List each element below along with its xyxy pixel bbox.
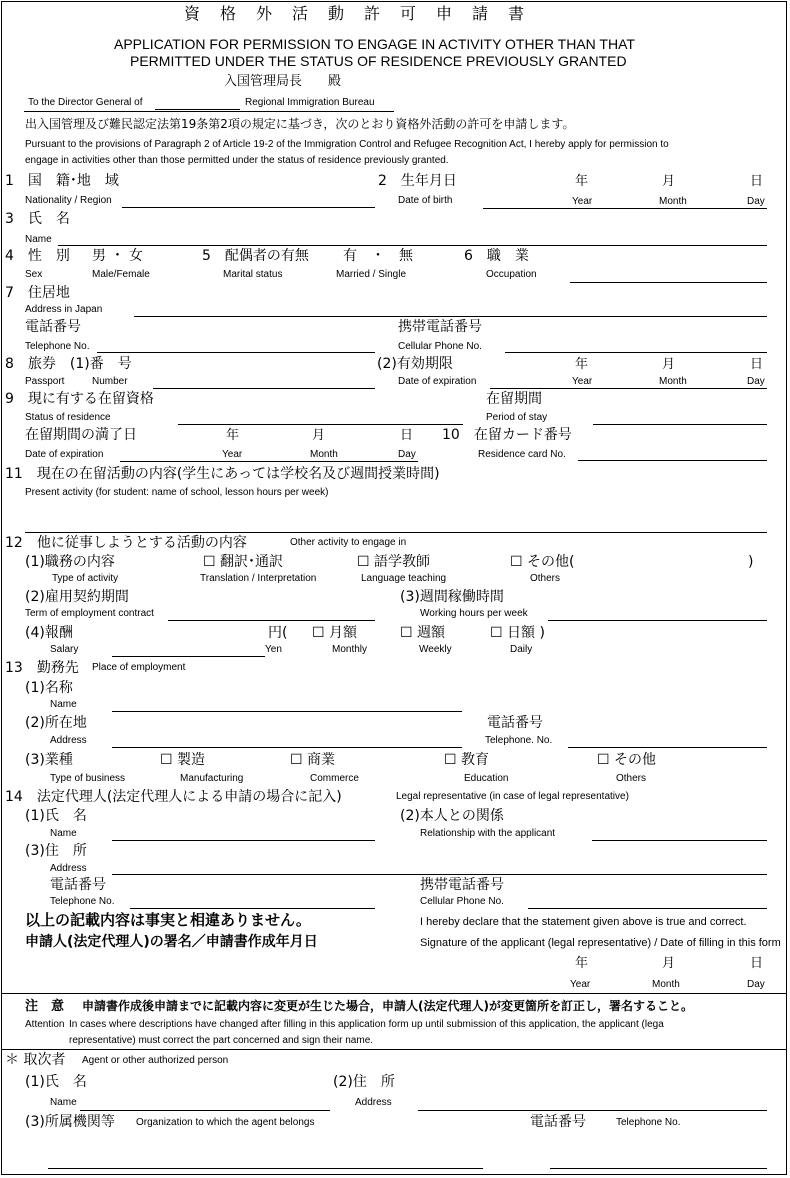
other-activity-label-jp: 12 他に従事しようとする活動の内容: [5, 535, 247, 551]
dob-day-en: Day: [747, 196, 765, 207]
nationality-label-jp: 1 国 籍･地 域: [5, 173, 119, 189]
stay-expiry-field[interactable]: [120, 461, 418, 462]
marital-label-jp: 5 配偶者の有無: [202, 248, 309, 264]
agent-label-en: Agent or other authorized person: [82, 1055, 229, 1066]
addressee-jp: 入国管理局長 殿: [224, 74, 342, 89]
translation-checkbox[interactable]: ☐ 翻訳･通訳: [203, 554, 284, 570]
language-teaching-checkbox[interactable]: ☐ 語学教師: [357, 554, 431, 570]
manufacturing-label-en: Manufacturing: [180, 773, 244, 784]
passport-label-en: Passport: [25, 376, 65, 387]
rep-tel-label-en: Telephone No.: [50, 896, 115, 907]
business-type-label-en: Type of business: [50, 773, 126, 784]
rep-address-field[interactable]: [112, 874, 767, 875]
marital-options-jp[interactable]: 有 ・ 無: [343, 248, 413, 264]
card-label-jp: 10 在留カード番号: [442, 427, 572, 443]
other-business-label-en: Others: [616, 773, 647, 784]
rep-tel-label-jp: 電話番号: [50, 877, 106, 893]
agent-org-label-en: Organization to which the agent belongs: [136, 1117, 315, 1128]
sex-label-en: Sex: [25, 269, 43, 280]
addressee-underline: [24, 111, 394, 112]
language-teaching-label-en: Language teaching: [361, 573, 447, 584]
card-label-en: Residence card No.: [478, 449, 566, 460]
stay-period-label-jp: 在留期間: [486, 391, 542, 407]
rep-address-label-jp: (3)住 所: [25, 843, 87, 859]
dob-year-en: Year: [572, 196, 593, 207]
sexp-year-en: Year: [222, 449, 243, 460]
monthly-label-en: Monthly: [332, 644, 368, 655]
agent-address-label-en: Address: [355, 1097, 392, 1108]
weekly-checkbox[interactable]: ☐ 週額: [400, 625, 446, 641]
legal-rep-label-jp: 14 法定代理人(法定代理人による申請の場合に記入): [5, 789, 342, 805]
notice-separator: [2, 1049, 786, 1050]
daily-checkbox[interactable]: ☐ 日額 ): [490, 625, 545, 641]
business-type-label-jp: (3)業種: [25, 752, 73, 768]
title-en-line2: PERMITTED UNDER THE STATUS OF RESIDENCE PREVIOUSLY GRANTED: [130, 53, 627, 69]
sex-options-en: Male/Female: [92, 269, 150, 280]
dob-label-en: Date of birth: [398, 195, 453, 206]
monthly-checkbox[interactable]: ☐ 月額: [312, 625, 358, 641]
other-type-label-en: Others: [530, 573, 561, 584]
status-field[interactable]: [178, 424, 463, 425]
rep-name-field[interactable]: [112, 840, 375, 841]
rep-relation-label-jp: (2)本人との関係: [400, 808, 504, 824]
notice-text-en-1: In cases where descriptions have changed after filling in this application form up until submission of this application, the applicant (lega: [69, 1019, 664, 1030]
stay-period-label-en: Period of stay: [486, 412, 548, 423]
agent-tel-label-jp: 電話番号: [530, 1114, 586, 1130]
employer-address-label-jp: (2)所在地: [25, 715, 87, 731]
to-director-label: To the Director General of: [28, 97, 143, 108]
tel-field[interactable]: [97, 352, 375, 353]
present-activity-label-jp: 11 現在の在留活動の内容(学生にあっては学校名及び週間授業時間): [5, 466, 440, 482]
tel-label-jp: 電話番号: [25, 319, 81, 335]
agent-org-field[interactable]: [48, 1168, 483, 1169]
notice-label-jp: 注 意: [25, 999, 65, 1014]
agent-label-jp: ＊ 取次者: [5, 1052, 66, 1068]
agent-address-field[interactable]: [418, 1110, 767, 1111]
agent-name-label-en: Name: [50, 1097, 77, 1108]
passport-expiry-field[interactable]: [490, 388, 767, 389]
legal-rep-label-en: Legal representative (in case of legal representative): [396, 791, 629, 802]
pexp-day-en: Day: [747, 376, 765, 387]
intro-en-1: Pursuant to the provisions of Paragraph 2 of Article 19-2 of the Immigration Control and Refugee Recognition Act, I hereby apply for permission to: [25, 139, 669, 150]
sig-year-jp: 年: [575, 956, 589, 971]
stay-period-field[interactable]: [593, 424, 767, 425]
dob-label-jp: 2 生年月日: [378, 173, 457, 189]
signature-label-en: Signature of the applicant (legal representative) / Date of filling in this form: [420, 937, 781, 949]
occupation-field[interactable]: [570, 282, 767, 283]
agent-tel-field[interactable]: [550, 1168, 767, 1169]
employer-label-en: Place of employment: [92, 662, 186, 673]
declaration-jp: 以上の記載内容は事実と相違ありません。: [25, 911, 311, 929]
name-label-en: Name: [25, 234, 52, 245]
work-hours-label-jp: (3)週間稼働時間: [400, 589, 504, 605]
translation-label-en: Translation / Interpretation: [200, 573, 317, 584]
salary-field[interactable]: [112, 656, 265, 657]
name-field[interactable]: [58, 245, 767, 246]
dob-field[interactable]: [483, 208, 767, 209]
work-hours-label-en: Working hours per week: [420, 608, 528, 619]
agent-address-label-jp: (2)住 所: [333, 1074, 395, 1090]
agent-name-field[interactable]: [80, 1110, 330, 1111]
passport-expiry-label-en: Date of expiration: [398, 376, 477, 387]
daily-label-en: Daily: [510, 644, 533, 655]
sig-month-jp: 月: [662, 956, 676, 971]
status-label-jp: 9 現に有する在留資格: [5, 391, 154, 407]
commerce-checkbox[interactable]: ☐ 商業: [290, 752, 336, 768]
education-checkbox[interactable]: ☐ 教育: [444, 752, 490, 768]
employer-tel-field[interactable]: [568, 747, 767, 748]
other-activity-label-en: Other activity to engage in: [290, 537, 407, 548]
sexp-day-en: Day: [398, 449, 416, 460]
stay-expiry-label-jp: 在留期間の満了日: [25, 427, 137, 443]
sig-day-jp: 日: [750, 956, 764, 971]
sexp-day-jp: 日: [400, 428, 414, 443]
employer-name-label-en: Name: [50, 699, 77, 710]
weekly-label-en: Weekly: [419, 644, 452, 655]
other-type-checkbox[interactable]: ☐ その他(: [510, 554, 575, 570]
contract-term-label-en: Term of employment contract: [25, 608, 154, 619]
cell-label-en: Cellular Phone No.: [398, 341, 482, 352]
pexp-year-jp: 年: [575, 357, 589, 372]
signature-label-jp: 申請人(法定代理人)の署名／申請書作成年月日: [25, 934, 318, 950]
agent-name-label-jp: (1)氏 名: [25, 1074, 87, 1090]
sexp-month-en: Month: [310, 449, 338, 460]
address-field[interactable]: [134, 316, 767, 317]
salary-label-en: Salary: [50, 644, 79, 655]
passport-number-field[interactable]: [153, 388, 375, 389]
address-label-jp: 7 住居地: [5, 285, 70, 301]
present-activity-field[interactable]: [25, 532, 767, 533]
bureau-blank[interactable]: [155, 109, 240, 110]
notice-text-en-2: representative) must correct the part concerned and sign their name.: [69, 1035, 374, 1046]
card-field[interactable]: [578, 460, 767, 461]
nationality-field[interactable]: [122, 207, 375, 208]
occupation-label-jp: 6 職 業: [464, 248, 529, 264]
agent-org-label-jp: (3)所属機関等: [25, 1114, 115, 1130]
intro-en-2: engage in activities other than those permitted under the status of residence previously granted.: [25, 155, 449, 166]
occupation-label-en: Occupation: [486, 269, 537, 280]
commerce-label-en: Commerce: [310, 773, 359, 784]
pexp-year-en: Year: [572, 376, 593, 387]
name-label-jp: 3 氏 名: [5, 211, 70, 227]
regional-bureau-label: Regional Immigration Bureau: [245, 97, 375, 108]
other-business-checkbox[interactable]: ☐ その他: [597, 752, 657, 768]
employer-name-field[interactable]: [112, 711, 462, 712]
dob-month-jp: 月: [662, 174, 676, 189]
passport-number-label-en: Number: [92, 376, 128, 387]
rep-cell-label-jp: 携帯電話番号: [420, 877, 504, 893]
dob-month-en: Month: [659, 196, 687, 207]
declaration-en: I hereby declare that the statement given above is true and correct.: [420, 916, 747, 928]
sig-day-en: Day: [747, 979, 765, 990]
agent-tel-label-en: Telephone No.: [616, 1117, 681, 1128]
pexp-month-en: Month: [659, 376, 687, 387]
rep-cell-field[interactable]: [528, 908, 767, 909]
yen-label-en: Yen: [265, 644, 282, 655]
dob-day-jp: 日: [750, 174, 764, 189]
sexp-year-jp: 年: [226, 428, 240, 443]
intro-jp: 出入国管理及び難民認定法第19条第2項の規定に基づき，次のとおり資格外活動の許可を申請します。: [25, 117, 575, 131]
rep-relation-label-en: Relationship with the applicant: [420, 828, 556, 839]
salary-label-jp: (4)報酬: [25, 625, 73, 641]
address-label-en: Address in Japan: [25, 304, 103, 315]
rep-relation-field[interactable]: [592, 840, 767, 841]
rep-name-label-en: Name: [50, 828, 77, 839]
signature-separator: [2, 993, 786, 994]
contract-term-field[interactable]: [168, 620, 375, 621]
passport-label-jp: 8 旅券 (1)番 号: [5, 356, 132, 372]
dob-year-jp: 年: [575, 174, 589, 189]
employer-label-jp: 13 勤務先: [5, 660, 79, 676]
sig-year-en: Year: [570, 979, 591, 990]
pexp-day-jp: 日: [750, 357, 764, 372]
manufacturing-checkbox[interactable]: ☐ 製造: [160, 752, 206, 768]
title-en-line1: APPLICATION FOR PERMISSION TO ENGAGE IN ACTIVITY OTHER THAN THAT: [114, 36, 635, 52]
marital-label-en: Marital status: [223, 269, 283, 280]
status-label-en: Status of residence: [25, 412, 111, 423]
activity-type-label-jp: (1)職務の内容: [25, 554, 115, 570]
employer-name-label-jp: (1)名称: [25, 680, 73, 696]
contract-term-label-jp: (2)雇用契約期間: [25, 589, 129, 605]
title-jp: 資 格 外 活 動 許 可 申 請 書: [184, 4, 527, 23]
nationality-label-en: Nationality / Region: [25, 195, 112, 206]
stay-expiry-label-en: Date of expiration: [25, 449, 104, 460]
pexp-month-jp: 月: [662, 357, 676, 372]
sexp-month-jp: 月: [312, 428, 326, 443]
sex-label-jp: 4 性 別: [5, 248, 70, 264]
other-type-close: ): [748, 554, 754, 570]
rep-name-label-jp: (1)氏 名: [25, 808, 87, 824]
employer-tel-label-jp: 電話番号: [487, 715, 543, 731]
yen-label-jp: 円(: [268, 625, 288, 641]
employer-tel-label-en: Telephone. No.: [485, 735, 553, 746]
notice-label-en: Attention: [25, 1019, 65, 1030]
marital-options-en: Married / Single: [336, 269, 407, 280]
present-activity-label-en: Present activity (for student: name of school, lesson hours per week): [25, 487, 329, 498]
employer-address-field[interactable]: [112, 747, 462, 748]
rep-address-label-en: Address: [50, 863, 87, 874]
work-hours-field[interactable]: [548, 620, 767, 621]
cell-field[interactable]: [505, 352, 767, 353]
passport-expiry-label-jp: (2)有効期限: [377, 356, 453, 372]
rep-tel-field[interactable]: [130, 908, 375, 909]
education-label-en: Education: [464, 773, 509, 784]
activity-type-label-en: Type of activity: [52, 573, 119, 584]
employer-address-label-en: Address: [50, 735, 87, 746]
tel-label-en: Telephone No.: [25, 341, 90, 352]
rep-cell-label-en: Cellular Phone No.: [420, 896, 504, 907]
cell-label-jp: 携帯電話番号: [398, 319, 482, 335]
sig-month-en: Month: [652, 979, 680, 990]
sex-options-jp[interactable]: 男 ・ 女: [92, 248, 143, 264]
notice-text-jp: 申請書作成後申請までに記載内容に変更が生じた場合，申請人(法定代理人)が変更箇所を訂正し，署名すること。: [82, 999, 693, 1013]
